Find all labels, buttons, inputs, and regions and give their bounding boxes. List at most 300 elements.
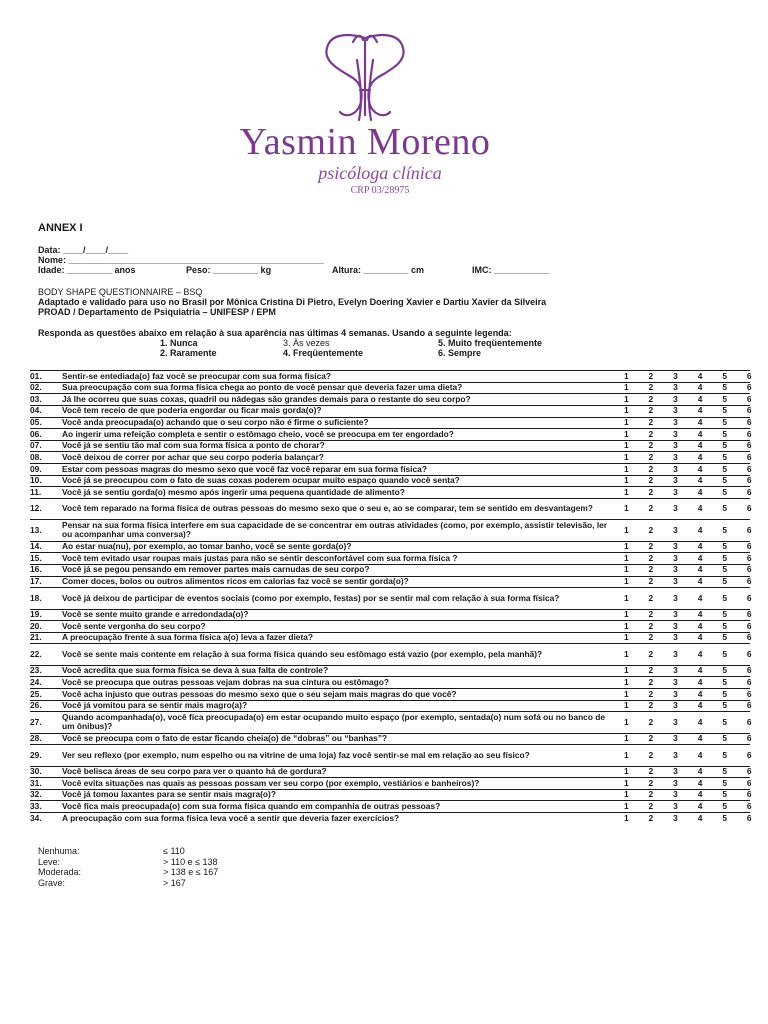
answer-option-2[interactable]: 2 [648, 749, 654, 760]
answer-option-1[interactable]: 1 [623, 632, 629, 643]
question-row [30, 486, 750, 498]
answer-option-6[interactable]: 6 [746, 503, 752, 514]
question-text: Ao ingerir uma refeição completa e sentir o estômago cheio, você se preocupa em ter engordado? [62, 428, 454, 439]
question-text: Você tem reparado na forma física de outras pessoas do mesmo sexo que o seu e, ao se comparar, tem se sentido em desvantagem? [62, 503, 593, 514]
question-row [30, 643, 750, 664]
peso-field[interactable]: Peso: _________ kg [186, 265, 272, 275]
answer-option-1[interactable]: 1 [623, 676, 629, 687]
answer-option-5[interactable]: 5 [722, 733, 727, 744]
answer-option-3[interactable]: 3 [673, 632, 678, 643]
answer-option-1[interactable]: 1 [623, 541, 629, 552]
question-text: A preocupação frente à sua forma física a(o) leva a fazer dieta? [62, 632, 314, 643]
answer-option-6[interactable]: 6 [746, 452, 752, 463]
question-number: 10. [30, 475, 42, 486]
answer-option-5[interactable]: 5 [722, 716, 727, 727]
question-number: 04. [30, 405, 42, 416]
answer-option-1[interactable]: 1 [623, 405, 629, 416]
answer-option-2[interactable]: 2 [648, 648, 654, 659]
answer-option-3[interactable]: 3 [673, 749, 678, 760]
answer-option-2[interactable]: 2 [648, 632, 654, 643]
answer-option-2[interactable]: 2 [648, 428, 654, 439]
question-text: Você já tomou laxantes para se sentir mais magra(o)? [62, 789, 276, 800]
answer-option-1[interactable]: 1 [623, 428, 629, 439]
answer-option-2[interactable]: 2 [648, 552, 654, 563]
answer-option-1[interactable]: 1 [623, 812, 629, 823]
answer-option-1[interactable]: 1 [623, 766, 629, 777]
answer-option-2[interactable]: 2 [648, 789, 654, 800]
answer-option-6[interactable]: 6 [746, 733, 752, 744]
answer-option-2[interactable]: 2 [648, 665, 654, 676]
question-text: Sentir-se entediada(o) faz você se preocupar com sua forma física? [62, 370, 332, 381]
answer-option-4[interactable]: 4 [697, 801, 703, 811]
answer-option-3[interactable]: 3 [673, 789, 678, 800]
question-number: 30. [30, 766, 42, 777]
question-text: Já lhe ocorreu que suas coxas, quadril ou nádegas são grandes demais para o restante do seu corpo? [62, 393, 471, 404]
answer-option-3[interactable]: 3 [673, 370, 678, 381]
answer-option-2[interactable]: 2 [648, 592, 654, 603]
question-row [30, 587, 750, 608]
answer-option-3[interactable]: 3 [673, 405, 678, 416]
question-row [30, 789, 750, 801]
question-row [30, 632, 750, 644]
answer-option-6[interactable]: 6 [746, 428, 752, 439]
answer-option-2[interactable]: 2 [648, 524, 654, 535]
answer-option-3[interactable]: 3 [673, 733, 678, 744]
answer-option-1[interactable]: 1 [623, 620, 629, 631]
answer-option-1[interactable]: 1 [623, 382, 629, 393]
scoring-value: ≤ 110 [163, 846, 185, 856]
answer-option-5[interactable]: 5 [722, 382, 727, 393]
answer-option-4[interactable]: 4 [697, 648, 703, 659]
answer-option-4[interactable]: 4 [697, 700, 703, 711]
answer-option-2[interactable]: 2 [648, 766, 654, 777]
answer-option-5[interactable]: 5 [722, 576, 727, 587]
answer-option-3[interactable]: 3 [673, 777, 678, 788]
question-number: 29. [30, 749, 42, 760]
answer-option-5[interactable]: 5 [722, 452, 727, 463]
answer-option-5[interactable]: 5 [722, 440, 727, 451]
answer-option-2[interactable]: 2 [648, 609, 654, 620]
answer-option-5[interactable]: 5 [722, 475, 727, 486]
scoring-row [38, 878, 358, 889]
legend-5: 5. Muito freqüentemente [438, 338, 543, 348]
answer-option-5[interactable]: 5 [722, 370, 727, 381]
question-number: 32. [30, 789, 42, 800]
answer-option-1[interactable]: 1 [623, 801, 629, 811]
question-row [30, 609, 750, 621]
answer-option-4[interactable]: 4 [697, 417, 703, 428]
bsq-proad: PROAD / Departamento de Psiquiatria – UNIFESP / EPM [38, 307, 276, 317]
question-text: Você já se sentiu tão mal com sua forma física a ponto de chorar? [62, 440, 325, 451]
question-number: 05. [30, 417, 42, 428]
answer-option-3[interactable]: 3 [673, 676, 678, 687]
answer-option-1[interactable]: 1 [623, 749, 629, 760]
answer-option-6[interactable]: 6 [746, 789, 752, 800]
answer-option-5[interactable]: 5 [722, 749, 727, 760]
answer-option-3[interactable]: 3 [673, 552, 678, 563]
answer-option-5[interactable]: 5 [722, 700, 727, 711]
answer-option-6[interactable]: 6 [746, 665, 752, 676]
question-number: 25. [30, 688, 42, 699]
answer-option-2[interactable]: 2 [648, 777, 654, 788]
answer-option-4[interactable]: 4 [697, 452, 703, 463]
answer-option-2[interactable]: 2 [648, 486, 654, 497]
question-number: 34. [30, 812, 42, 823]
answer-option-6[interactable]: 6 [746, 475, 752, 486]
answer-option-1[interactable]: 1 [623, 576, 629, 587]
answer-option-5[interactable]: 5 [722, 592, 727, 603]
answer-option-3[interactable]: 3 [673, 486, 678, 497]
answer-option-5[interactable]: 5 [722, 524, 727, 535]
answer-option-4[interactable]: 4 [697, 609, 703, 620]
answer-option-6[interactable]: 6 [746, 370, 752, 381]
answer-option-6[interactable]: 6 [746, 676, 752, 687]
answer-option-5[interactable]: 5 [722, 405, 727, 416]
question-text: Você tem receio de que poderia engordar ou ficar mais gorda(o)? [62, 405, 322, 416]
question-number: 17. [30, 576, 42, 587]
answer-option-6[interactable]: 6 [746, 749, 752, 760]
answer-option-4[interactable]: 4 [697, 475, 703, 486]
answer-option-1[interactable]: 1 [623, 370, 629, 381]
question-number: 11. [30, 486, 42, 497]
answer-option-5[interactable]: 5 [722, 789, 727, 800]
answer-option-4[interactable]: 4 [697, 405, 703, 416]
answer-option-1[interactable]: 1 [623, 503, 629, 514]
legend-2: 2. Raramente [160, 348, 217, 358]
answer-option-1[interactable]: 1 [623, 648, 629, 659]
answer-option-5[interactable]: 5 [722, 428, 727, 439]
answer-option-6[interactable]: 6 [746, 463, 752, 474]
answer-option-3[interactable]: 3 [673, 475, 678, 486]
answer-option-5[interactable]: 5 [722, 486, 727, 497]
question-row [30, 428, 750, 440]
answer-option-2[interactable]: 2 [648, 716, 654, 727]
answer-option-4[interactable]: 4 [697, 688, 703, 699]
answer-option-3[interactable]: 3 [673, 716, 678, 727]
question-text: Você já vomitou para se sentir mais magro(a)? [62, 700, 248, 711]
answer-option-4[interactable]: 4 [697, 665, 703, 676]
answer-option-3[interactable]: 3 [673, 665, 678, 676]
answer-option-2[interactable]: 2 [648, 812, 654, 823]
answer-option-5[interactable]: 5 [722, 801, 727, 811]
question-row [30, 440, 750, 452]
answer-option-4[interactable]: 4 [697, 552, 703, 563]
answer-option-3[interactable]: 3 [673, 417, 678, 428]
question-text: Você já se preocupou com o fato de suas coxas poderem ocupar muito espaço quando você senta? [62, 475, 460, 486]
legend-1: 1. Nunca [160, 338, 198, 348]
answer-option-5[interactable]: 5 [722, 665, 727, 676]
answer-option-4[interactable]: 4 [697, 440, 703, 451]
answer-option-3[interactable]: 3 [673, 452, 678, 463]
answer-option-6[interactable]: 6 [746, 716, 752, 727]
answer-option-6[interactable]: 6 [746, 812, 752, 823]
answer-option-3[interactable]: 3 [673, 393, 678, 404]
question-number: 20. [30, 620, 42, 631]
answer-option-6[interactable]: 6 [746, 801, 752, 811]
answer-option-2[interactable]: 2 [648, 370, 654, 381]
answer-option-6[interactable]: 6 [746, 777, 752, 788]
answer-option-6[interactable]: 6 [746, 609, 752, 620]
question-row [30, 541, 750, 553]
scoring-value: > 110 e ≤ 138 [163, 856, 218, 867]
question-number: 26. [30, 700, 42, 711]
answer-option-3[interactable]: 3 [673, 648, 678, 659]
answer-option-4[interactable]: 4 [697, 592, 703, 603]
question-text: Você deixou de correr por achar que seu corpo poderia balançar? [62, 452, 324, 463]
answer-option-3[interactable]: 3 [673, 812, 678, 823]
scoring-label: Leve: [38, 856, 61, 867]
legend-6: 6. Sempre [438, 348, 482, 358]
scoring-table [38, 846, 358, 888]
question-number: 14. [30, 541, 42, 552]
answer-option-1[interactable]: 1 [623, 665, 629, 676]
answer-option-1[interactable]: 1 [623, 524, 629, 535]
answer-option-5[interactable]: 5 [722, 503, 727, 514]
answer-option-4[interactable]: 4 [697, 524, 703, 535]
answer-option-6[interactable]: 6 [746, 417, 752, 428]
answer-option-2[interactable]: 2 [648, 463, 654, 474]
answer-option-3[interactable]: 3 [673, 766, 678, 777]
answer-option-1[interactable]: 1 [623, 552, 629, 563]
question-text: Você tem evitado usar roupas mais justas para não se sentir desconfortável com sua forma física ? [62, 552, 458, 563]
answer-option-1[interactable]: 1 [623, 688, 629, 699]
imc-field[interactable]: IMC: ___________ [472, 265, 550, 275]
answer-option-4[interactable]: 4 [697, 766, 703, 777]
answer-option-5[interactable]: 5 [722, 609, 727, 620]
answer-option-3[interactable]: 3 [673, 440, 678, 451]
answer-option-4[interactable]: 4 [697, 463, 703, 474]
answer-option-5[interactable]: 5 [722, 648, 727, 659]
question-text: Você acha injusto que outras pessoas do mesmo sexo que o seu sejam mais magras do que você? [62, 688, 457, 699]
answer-option-6[interactable]: 6 [746, 393, 752, 404]
question-number: 33. [30, 801, 42, 811]
question-row [30, 370, 750, 382]
answer-option-4[interactable]: 4 [697, 676, 703, 687]
answer-option-2[interactable]: 2 [648, 452, 654, 463]
answer-option-1[interactable]: 1 [623, 716, 629, 727]
question-number: 22. [30, 648, 42, 659]
answer-option-2[interactable]: 2 [648, 620, 654, 631]
questions-table [30, 370, 750, 824]
answer-option-3[interactable]: 3 [673, 801, 678, 811]
question-text: Você anda preocupada(o) achando que o seu corpo não é firme o suficiente? [62, 417, 369, 428]
nome-field[interactable]: Nome: ___________________________________________________ [38, 255, 324, 265]
answer-option-6[interactable]: 6 [746, 486, 752, 497]
answer-option-5[interactable]: 5 [722, 688, 727, 699]
answer-option-6[interactable]: 6 [746, 648, 752, 659]
question-row [30, 812, 750, 824]
question-row [30, 405, 750, 417]
answer-option-6[interactable]: 6 [746, 524, 752, 535]
altura-field[interactable]: Altura: _________ cm [332, 265, 425, 275]
answer-option-3[interactable]: 3 [673, 503, 678, 514]
answer-option-5[interactable]: 5 [722, 463, 727, 474]
answer-option-6[interactable]: 6 [746, 576, 752, 587]
answer-option-4[interactable]: 4 [697, 393, 703, 404]
answer-option-1[interactable]: 1 [623, 592, 629, 603]
legend-4: 4. Freqüentemente [283, 348, 364, 358]
answer-option-5[interactable]: 5 [722, 620, 727, 631]
answer-option-5[interactable]: 5 [722, 777, 727, 788]
question-text: Você se preocupa com o fato de estar ficando cheia(o) de “dobras” ou “banhas”? [62, 733, 388, 744]
question-number: 15. [30, 552, 42, 563]
answer-option-2[interactable]: 2 [648, 440, 654, 451]
question-text: Você se sente mais contente em relação à sua forma física quando seu estômago está vazio (por exemplo, pela manhã)? [62, 648, 543, 659]
question-number: 07. [30, 440, 42, 451]
answer-option-4[interactable]: 4 [697, 428, 703, 439]
question-number: 24. [30, 676, 42, 687]
answer-option-1[interactable]: 1 [623, 777, 629, 788]
question-number: 23. [30, 665, 42, 676]
answer-option-2[interactable]: 2 [648, 676, 654, 687]
scoring-row [38, 867, 358, 878]
answer-option-6[interactable]: 6 [746, 382, 752, 393]
answer-option-6[interactable]: 6 [746, 688, 752, 699]
answer-option-3[interactable]: 3 [673, 688, 678, 699]
answer-option-3[interactable]: 3 [673, 576, 678, 587]
answer-option-5[interactable]: 5 [722, 766, 727, 777]
answer-option-6[interactable]: 6 [746, 700, 752, 711]
answer-option-4[interactable]: 4 [697, 620, 703, 631]
answer-option-6[interactable]: 6 [746, 405, 752, 416]
answer-option-5[interactable]: 5 [722, 632, 727, 643]
question-row [30, 519, 750, 540]
answer-option-4[interactable]: 4 [697, 486, 703, 497]
answer-option-2[interactable]: 2 [648, 801, 654, 811]
answer-option-6[interactable]: 6 [746, 632, 752, 643]
answer-option-3[interactable]: 3 [673, 541, 678, 552]
answer-option-3[interactable]: 3 [673, 524, 678, 535]
question-row [30, 382, 750, 394]
answer-option-6[interactable]: 6 [746, 440, 752, 451]
answer-option-5[interactable]: 5 [722, 552, 727, 563]
question-number: 09. [30, 463, 42, 474]
question-number: 08. [30, 452, 42, 463]
answer-option-4[interactable]: 4 [697, 812, 703, 823]
question-number: 12. [30, 503, 42, 514]
answer-option-1[interactable]: 1 [623, 733, 629, 744]
answer-option-4[interactable]: 4 [697, 576, 703, 587]
answer-option-4[interactable]: 4 [697, 564, 703, 575]
logo-subtitle: psicóloga clínica [318, 163, 442, 183]
answer-option-3[interactable]: 3 [673, 592, 678, 603]
answer-option-4[interactable]: 4 [697, 503, 703, 514]
answer-option-2[interactable]: 2 [648, 382, 654, 393]
answer-option-4[interactable]: 4 [697, 749, 703, 760]
answer-option-1[interactable]: 1 [623, 609, 629, 620]
answer-option-5[interactable]: 5 [722, 676, 727, 687]
answer-option-6[interactable]: 6 [746, 592, 752, 603]
answer-option-4[interactable]: 4 [697, 733, 703, 744]
data-field[interactable]: Data: ____/____/____ [38, 245, 129, 255]
answer-option-2[interactable]: 2 [648, 576, 654, 587]
answer-option-6[interactable]: 6 [746, 620, 752, 631]
answer-option-1[interactable]: 1 [623, 452, 629, 463]
question-number: 01. [30, 370, 42, 381]
answer-option-1[interactable]: 1 [623, 700, 629, 711]
question-row [30, 552, 750, 564]
answer-option-4[interactable]: 4 [697, 541, 703, 552]
answer-option-5[interactable]: 5 [722, 393, 727, 404]
answer-option-3[interactable]: 3 [673, 564, 678, 575]
answer-option-5[interactable]: 5 [722, 564, 727, 575]
question-row [30, 564, 750, 576]
answer-option-4[interactable]: 4 [697, 370, 703, 381]
question-row [30, 676, 750, 688]
answer-option-1[interactable]: 1 [623, 486, 629, 497]
answer-option-2[interactable]: 2 [648, 393, 654, 404]
question-number: 31. [30, 777, 42, 788]
answer-option-3[interactable]: 3 [673, 609, 678, 620]
question-text: Você sente vergonha do seu corpo? [62, 620, 206, 631]
answer-option-4[interactable]: 4 [697, 777, 703, 788]
answer-option-6[interactable]: 6 [746, 541, 752, 552]
answer-option-2[interactable]: 2 [648, 475, 654, 486]
answer-option-5[interactable]: 5 [722, 417, 727, 428]
question-number: 13. [30, 524, 42, 535]
answer-option-1[interactable]: 1 [623, 440, 629, 451]
answer-option-2[interactable]: 2 [648, 700, 654, 711]
answer-option-2[interactable]: 2 [648, 541, 654, 552]
answer-option-4[interactable]: 4 [697, 789, 703, 800]
answer-option-3[interactable]: 3 [673, 700, 678, 711]
question-text: Ver seu reflexo (por exemplo, num espelho ou na vitrine de uma loja) faz você sentir-se mal em relação ao seu físico? [62, 749, 530, 760]
answer-option-2[interactable]: 2 [648, 564, 654, 575]
question-text: Estar com pessoas magras do mesmo sexo que você faz você reparar em sua forma física? [62, 463, 427, 474]
answer-option-1[interactable]: 1 [623, 789, 629, 800]
answer-option-4[interactable]: 4 [697, 632, 703, 643]
answer-option-1[interactable]: 1 [623, 475, 629, 486]
answer-option-4[interactable]: 4 [697, 716, 703, 727]
answer-option-6[interactable]: 6 [746, 766, 752, 777]
scoring-label: Nenhuma: [38, 846, 80, 856]
question-text: Você já deixou de participar de eventos sociais (como por exemplo, festas) por se sentir mal com relação à sua forma física? [62, 592, 560, 603]
question-text: Você acredita que sua forma física se deva à sua falta de controle? [62, 665, 329, 676]
question-row [30, 463, 750, 475]
answer-option-6[interactable]: 6 [746, 564, 752, 575]
answer-option-2[interactable]: 2 [648, 405, 654, 416]
answer-option-5[interactable]: 5 [722, 812, 727, 823]
scoring-value: > 167 [163, 877, 186, 888]
answer-option-2[interactable]: 2 [648, 503, 654, 514]
answer-option-3[interactable]: 3 [673, 382, 678, 393]
question-text: Ao estar nua(nu), por exemplo, ao tomar banho, você se sente gorda(o)? [62, 541, 352, 552]
question-row [30, 688, 750, 700]
question-row [30, 498, 750, 519]
answer-option-1[interactable]: 1 [623, 463, 629, 474]
logo [200, 25, 530, 210]
question-text: Pensar na sua forma física interfere em sua capacidade de se concentrar em outras atividades (como, por exemplo, assistir televisão, ler ou acompanhar uma conversa)? [62, 519, 608, 540]
answer-option-6[interactable]: 6 [746, 552, 752, 563]
answer-option-2[interactable]: 2 [648, 417, 654, 428]
answer-option-1[interactable]: 1 [623, 564, 629, 575]
answer-option-3[interactable]: 3 [673, 463, 678, 474]
answer-option-2[interactable]: 2 [648, 688, 654, 699]
answer-option-1[interactable]: 1 [623, 393, 629, 404]
question-text: Comer doces, bolos ou outros alimentos ricos em calorias faz você se sentir gorda(o)? [62, 576, 409, 587]
answer-option-5[interactable]: 5 [722, 541, 727, 552]
question-text: Sua preocupação com sua forma física chega ao ponto de você pensar que deveria fazer uma dieta? [62, 382, 463, 393]
idade-field[interactable]: Idade: _________ anos [38, 265, 136, 275]
question-text: Você se sente muito grande e arredondada(o)? [62, 609, 249, 620]
question-text: Você belisca áreas de seu corpo para ver o quanto há de gordura? [62, 766, 327, 777]
answer-option-1[interactable]: 1 [623, 417, 629, 428]
answer-option-3[interactable]: 3 [673, 620, 678, 631]
answer-option-2[interactable]: 2 [648, 733, 654, 744]
answer-option-4[interactable]: 4 [697, 382, 703, 393]
answer-option-3[interactable]: 3 [673, 428, 678, 439]
question-text: A preocupação com sua forma física leva você a sentir que deveria fazer exercícios? [62, 812, 400, 823]
